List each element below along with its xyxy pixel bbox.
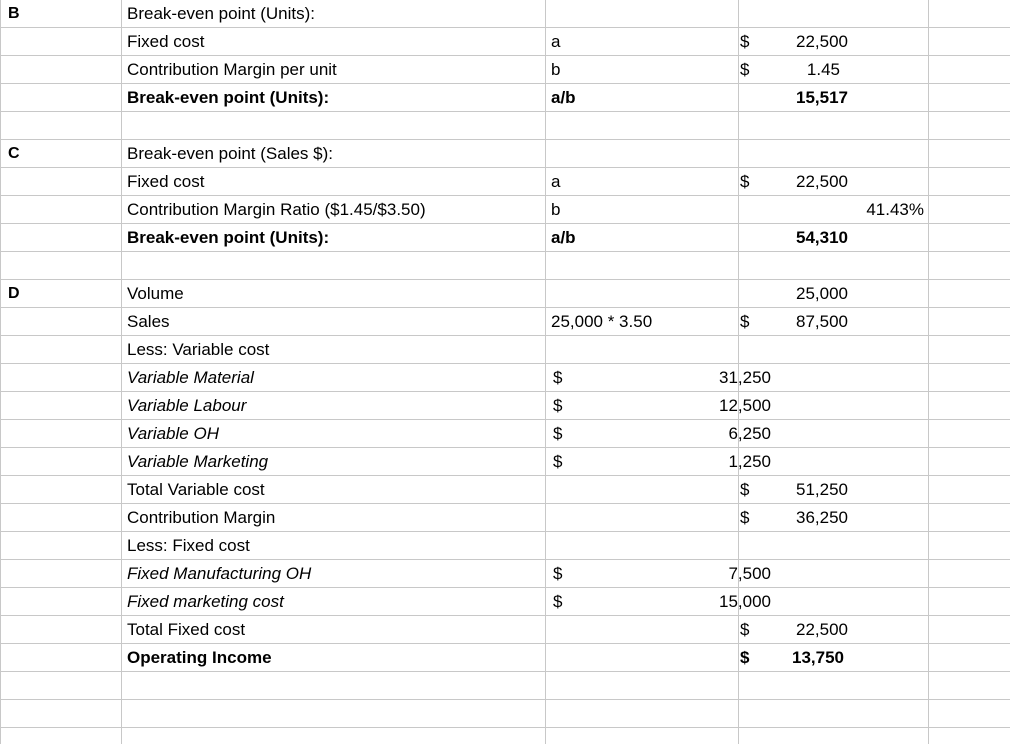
variable-item-label[interactable]: Variable Material	[127, 368, 254, 387]
d-sales-value[interactable]: 87,500	[796, 312, 848, 331]
fixed-item-currency: $	[553, 564, 563, 583]
d-total-variable-value[interactable]: 51,250	[796, 480, 848, 499]
fixed-item-label[interactable]: Fixed Manufacturing OH	[127, 564, 312, 583]
fixed-item-value[interactable]: 15,000	[719, 592, 771, 611]
section-letter-b: B	[8, 5, 20, 22]
fixed-item-currency: $	[553, 592, 563, 611]
b-fixed-cost-ref[interactable]: a	[551, 32, 561, 51]
c-fixed-cost-value[interactable]: 22,500	[796, 172, 848, 191]
variable-item-label[interactable]: Variable OH	[127, 424, 219, 443]
d-operating-income-currency: $	[740, 648, 750, 667]
b-cm-currency: $	[740, 60, 750, 79]
c-cm-ratio-value[interactable]: 41.43%	[866, 200, 924, 219]
d-total-variable-label[interactable]: Total Variable cost	[127, 480, 265, 499]
section-letter-c: C	[8, 145, 20, 162]
c-fixed-cost-label[interactable]: Fixed cost	[127, 172, 205, 191]
d-cm-currency: $	[740, 508, 750, 527]
variable-item-value[interactable]: 31,250	[719, 368, 771, 387]
fixed-item-value[interactable]: 7,500	[728, 564, 771, 583]
b-result-ref[interactable]: a/b	[551, 88, 576, 107]
d-less-fixed-label[interactable]: Less: Fixed cost	[127, 536, 250, 555]
gridline	[0, 727, 1010, 728]
d-sales-formula[interactable]: 25,000 * 3.50	[551, 312, 653, 331]
section-letter-d: D	[8, 285, 20, 302]
variable-item-value[interactable]: 6,250	[728, 424, 771, 443]
b-cm-value[interactable]: 1.45	[806, 60, 840, 79]
c-heading[interactable]: Break-even point (Sales $):	[127, 144, 333, 163]
fixed-item-label[interactable]: Fixed marketing cost	[127, 592, 284, 611]
variable-item-label[interactable]: Variable Labour	[127, 396, 247, 415]
variable-item-currency: $	[553, 424, 563, 443]
b-fixed-cost-label[interactable]: Fixed cost	[127, 32, 205, 51]
c-cm-ratio-label[interactable]: Contribution Margin Ratio ($1.45/$3.50)	[127, 200, 426, 219]
b-heading[interactable]: Break-even point (Units):	[127, 4, 316, 23]
d-total-fixed-currency: $	[740, 620, 750, 639]
variable-item-currency: $	[553, 396, 563, 415]
d-sales-currency: $	[740, 312, 750, 331]
c-result-value[interactable]: 54,310	[796, 228, 848, 247]
d-total-variable-currency: $	[740, 480, 750, 499]
variable-item-label[interactable]: Variable Marketing	[127, 452, 269, 471]
d-operating-income-label[interactable]: Operating Income	[127, 648, 272, 667]
d-volume-value[interactable]: 25,000	[796, 284, 848, 303]
c-fixed-cost-ref[interactable]: a	[551, 172, 561, 191]
b-result-label[interactable]: Break-even point (Units):	[127, 88, 330, 107]
b-cm-ref[interactable]: b	[551, 60, 561, 79]
d-volume-label[interactable]: Volume	[127, 284, 184, 303]
b-fixed-cost-value[interactable]: 22,500	[796, 32, 848, 51]
d-sales-label[interactable]: Sales	[127, 312, 170, 331]
b-fixed-cost-currency: $	[740, 32, 750, 51]
d-cm-value[interactable]: 36,250	[796, 508, 848, 527]
variable-item-value[interactable]: 1,250	[728, 452, 771, 471]
c-result-label[interactable]: Break-even point (Units):	[127, 228, 330, 247]
b-cm-label[interactable]: Contribution Margin per unit	[127, 60, 337, 79]
b-result-value[interactable]: 15,517	[796, 88, 848, 107]
d-total-fixed-label[interactable]: Total Fixed cost	[127, 620, 246, 639]
d-cm-label[interactable]: Contribution Margin	[127, 508, 276, 527]
d-total-fixed-value[interactable]: 22,500	[796, 620, 848, 639]
variable-item-currency: $	[553, 452, 563, 471]
d-operating-income-value[interactable]: 13,750	[792, 648, 844, 667]
variable-item-value[interactable]: 12,500	[719, 396, 771, 415]
variable-item-currency: $	[553, 368, 563, 387]
c-cm-ratio-ref[interactable]: b	[551, 200, 561, 219]
gridline	[0, 699, 1010, 700]
c-result-ref[interactable]: a/b	[551, 228, 576, 247]
c-fixed-cost-currency: $	[740, 172, 750, 191]
d-less-variable-label[interactable]: Less: Variable cost	[127, 340, 270, 359]
